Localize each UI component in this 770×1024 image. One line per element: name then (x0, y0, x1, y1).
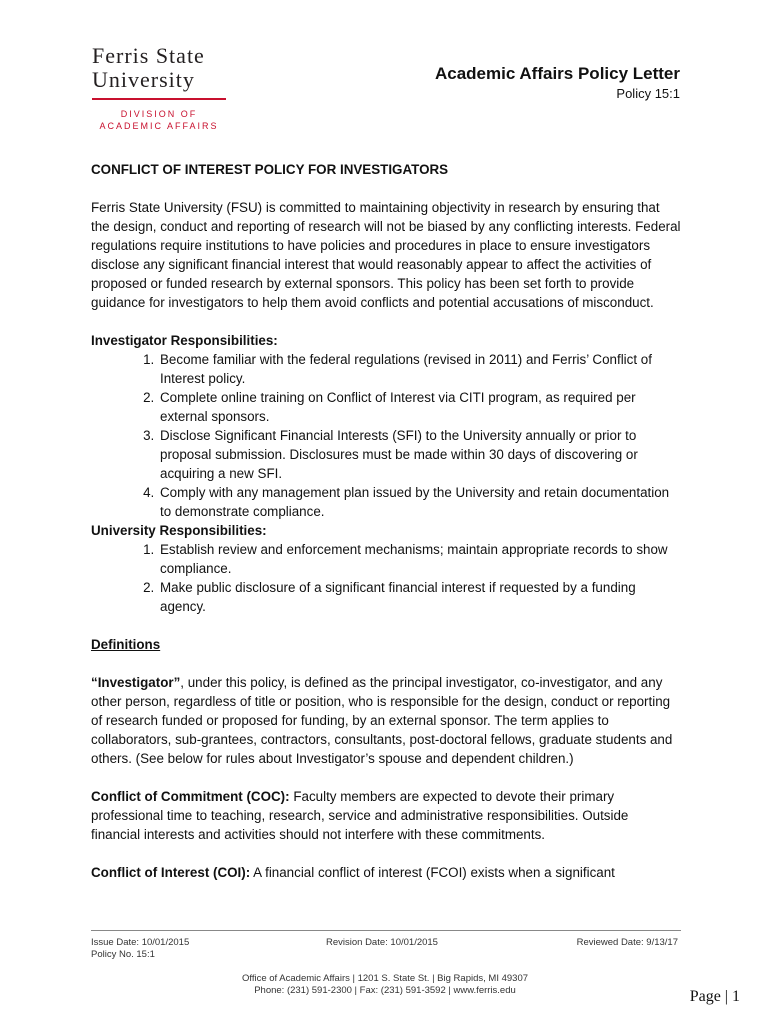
footer-contact: Phone: (231) 591-2300 | Fax: (231) 591-3592 | www.ferris.edu (254, 985, 516, 996)
logo-rule (92, 98, 226, 100)
definition-term: Conflict of Interest (COI): (91, 865, 251, 880)
logo-division-line-1: DIVISION OF (120, 109, 198, 119)
intro-paragraph: Ferris State University (FSU) is committed to maintaining objectivity in research by ensuring that the design, conduct and reporting of research will not be biased by any conflicting interests. Federal regulations require institutions to have policies and procedures in place to ensure investigators disclose any significant financial interest that would reasonably appear to affect the activities of proposed or funded research by external sponsors. This policy has been set forth to provide guidance for investigators to help them avoid conflicts and potential accusations of misconduct. (91, 200, 681, 310)
investigator-responsibilities-heading: Investigator Responsibilities: (91, 333, 278, 348)
page-number: Page | 1 (689, 988, 740, 1005)
list-item: 2. Complete online training on Conflict of Interest via CITI program, as required per external sponsors. (158, 388, 681, 426)
definition-text: Faculty members are expected to devote their primary professional time to teaching, research, service and administrative responsibilities. Outside financial interests and activities should not interfere with these commitments. (91, 789, 629, 842)
definitions-heading: Definitions (91, 637, 161, 652)
header-title: Academic Affairs Policy Letter (434, 64, 680, 83)
definition-term: Conflict of Commitment (COC): (91, 789, 290, 804)
definition-term: “Investigator” (91, 675, 181, 690)
header-policy-number: Policy 15:1 (616, 86, 680, 101)
document-title: CONFLICT OF INTEREST POLICY FOR INVESTIGATORS (91, 162, 449, 177)
definition-coi (91, 863, 681, 882)
definition-text: A financial conflict of interest (FCOI) exists when a significant (250, 865, 615, 880)
investigator-responsibilities-list (91, 350, 681, 521)
logo-line-2: University (92, 67, 195, 92)
ferris-state-logo (92, 44, 226, 132)
university-responsibilities-heading: University Responsibilities: (91, 523, 267, 538)
list-item: 2. Make public disclosure of a significant financial interest if requested by a funding agency. (158, 578, 681, 616)
document-body (91, 160, 681, 882)
footer-issue-date: Issue Date: 10/01/2015 (91, 937, 190, 948)
footer-divider (91, 930, 681, 931)
footer-office-address: Office of Academic Affairs | 1201 S. State St. | Big Rapids, MI 49307 (241, 973, 529, 984)
definition-coc (91, 787, 681, 844)
definition-text: , under this policy, is defined as the principal investigator, co-investigator, and any other person, regardless of title or position, who is responsible for the design, conduct or reporting of research funded or proposed for funding, by an external sponsor. The term applies to collaborators, sub-grantees, contractors, consultants, post-doctoral fellows, graduate students and others. (See below for rules about Investigator’s spouse and dependent children.) (91, 675, 673, 766)
logo-line-1: Ferris State (92, 43, 205, 68)
footer-revision-date: Revision Date: 10/01/2015 (326, 937, 438, 948)
logo-division-line-2: ACADEMIC AFFAIRS (99, 121, 219, 131)
list-item: 4. Comply with any management plan issued by the University and retain documentation to demonstrate compliance. (158, 483, 681, 521)
list-item: 3. Disclose Significant Financial Interests (SFI) to the University annually or prior to proposal submission. Disclosures must be made within 30 days of discovering or acquiring a new SFI. (158, 426, 681, 483)
footer-reviewed-date: Reviewed Date: 9/13/17 (576, 937, 678, 948)
footer-policy-number: Policy No. 15:1 (91, 949, 155, 960)
university-responsibilities-list (91, 540, 681, 616)
logo-division (92, 108, 226, 132)
definition-investigator (91, 673, 681, 768)
list-item: 1. Establish review and enforcement mechanisms; maintain appropriate records to show compliance. (158, 540, 681, 578)
list-item: 1. Become familiar with the federal regulations (revised in 2011) and Ferris’ Conflict of Interest policy. (158, 350, 681, 388)
